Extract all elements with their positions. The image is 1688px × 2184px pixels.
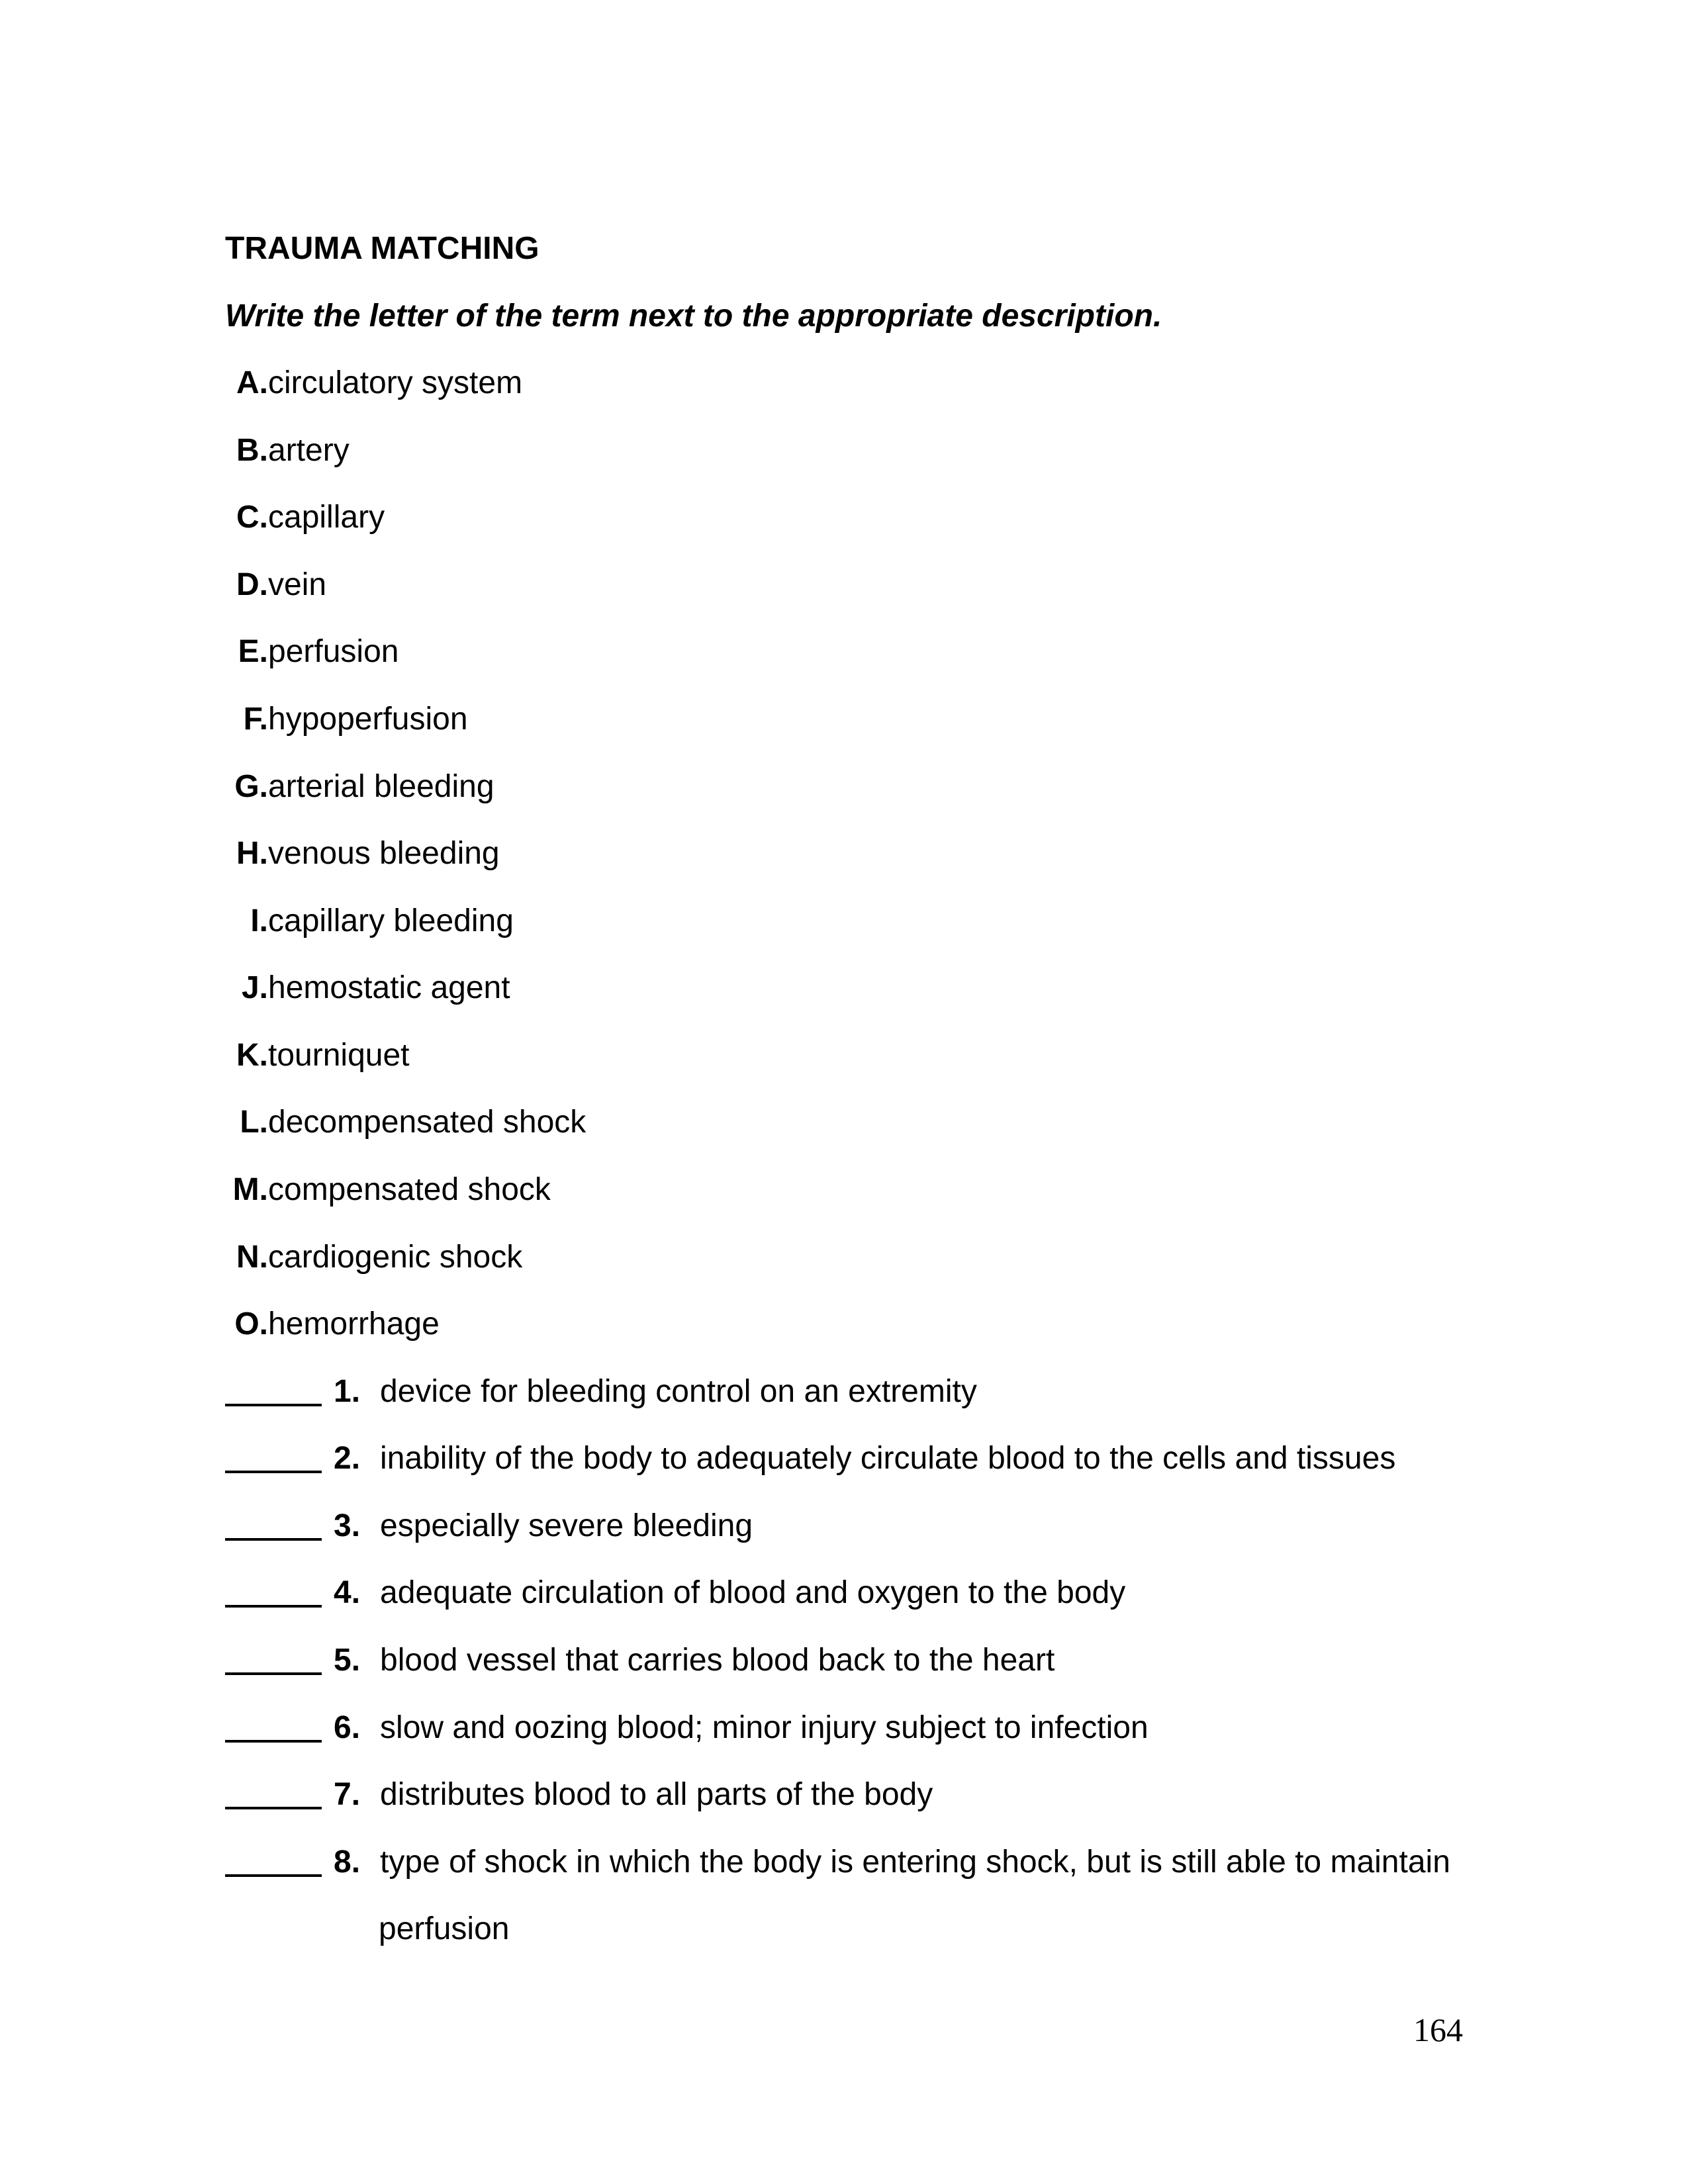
term-letter: J. <box>241 970 268 1005</box>
term-item <box>225 1242 522 1273</box>
term-item <box>225 636 399 668</box>
question-item <box>225 1376 977 1408</box>
term-letter: D. <box>236 567 268 602</box>
term-letter: M. <box>232 1172 268 1207</box>
question-number: 4. <box>334 1575 361 1610</box>
term-text: decompensated shock <box>268 1105 586 1140</box>
question-text: type of shock in which the body is entering shock, but is still able to maintain <box>380 1844 1450 1880</box>
term-letter: L. <box>240 1105 268 1140</box>
term-item <box>225 1107 586 1138</box>
term-item <box>225 771 494 803</box>
answer-blank <box>225 1538 322 1541</box>
term-text: perfusion <box>268 634 399 669</box>
term-text: hemostatic agent <box>268 970 510 1005</box>
term-item <box>225 1174 551 1206</box>
answer-blank <box>225 1807 322 1809</box>
answer-blank <box>225 1471 322 1473</box>
question-number: 5. <box>334 1643 361 1678</box>
term-letter: O. <box>234 1306 268 1342</box>
term-text: circulatory system <box>268 365 523 400</box>
question-text: distributes blood to all parts of the body <box>380 1777 933 1812</box>
page-title: TRAUMA MATCHING <box>225 231 539 266</box>
term-item <box>225 502 385 533</box>
term-item <box>225 838 500 870</box>
term-text: venous bleeding <box>268 836 500 871</box>
term-item <box>225 1040 410 1071</box>
term-text: cardiogenic shock <box>268 1240 523 1275</box>
question-number: 7. <box>334 1777 361 1812</box>
term-item <box>225 972 510 1004</box>
question-number: 1. <box>334 1374 361 1409</box>
term-item <box>225 704 468 735</box>
term-item <box>225 435 350 467</box>
term-letter: I. <box>250 903 268 938</box>
question-continuation: perfusion <box>379 1911 510 1946</box>
term-text: compensated shock <box>268 1172 551 1207</box>
question-number: 8. <box>334 1844 361 1880</box>
question-item <box>225 1510 753 1542</box>
term-letter: E. <box>238 634 268 669</box>
answer-blank <box>225 1740 322 1743</box>
question-text: blood vessel that carries blood back to the heart <box>380 1643 1055 1678</box>
term-letter: B. <box>236 433 268 468</box>
term-item <box>225 569 326 601</box>
question-item <box>225 1712 1149 1744</box>
answer-blank <box>225 1605 322 1608</box>
question-item <box>225 1645 1055 1676</box>
question-item <box>225 1443 1395 1475</box>
term-letter: A. <box>236 365 268 400</box>
term-text: vein <box>268 567 327 602</box>
question-item <box>225 1577 1125 1609</box>
question-item <box>225 1779 933 1811</box>
instruction-text: Write the letter of the term next to the appropriate description. <box>225 298 1162 334</box>
question-text: adequate circulation of blood and oxygen to the body <box>380 1575 1126 1610</box>
question-text: slow and oozing blood; minor injury subject to infection <box>380 1710 1149 1745</box>
term-letter: K. <box>236 1038 268 1073</box>
question-text: especially severe bleeding <box>380 1508 753 1543</box>
term-text: hemorrhage <box>268 1306 440 1342</box>
term-item <box>225 1308 440 1340</box>
answer-blank <box>225 1874 322 1877</box>
term-text: hypoperfusion <box>268 702 468 737</box>
term-letter: C. <box>236 500 268 535</box>
term-item <box>225 367 522 399</box>
term-letter: F. <box>243 702 268 737</box>
question-item <box>225 1846 1450 1878</box>
term-letter: G. <box>234 769 268 804</box>
question-number: 6. <box>334 1710 361 1745</box>
question-number: 3. <box>334 1508 361 1543</box>
answer-blank <box>225 1404 322 1406</box>
term-text: arterial bleeding <box>268 769 494 804</box>
question-text: inability of the body to adequately circulate blood to the cells and tissues <box>380 1441 1396 1476</box>
term-letter: N. <box>236 1240 268 1275</box>
term-text: tourniquet <box>268 1038 410 1073</box>
term-text: capillary <box>268 500 385 535</box>
term-text: capillary bleeding <box>268 903 514 938</box>
term-letter: H. <box>236 836 268 871</box>
term-item <box>225 905 514 937</box>
question-text: device for bleeding control on an extremity <box>380 1374 977 1409</box>
term-text: artery <box>268 433 350 468</box>
page-number: 164 <box>1413 2011 1463 2048</box>
answer-blank <box>225 1672 322 1675</box>
question-number: 2. <box>334 1441 361 1476</box>
